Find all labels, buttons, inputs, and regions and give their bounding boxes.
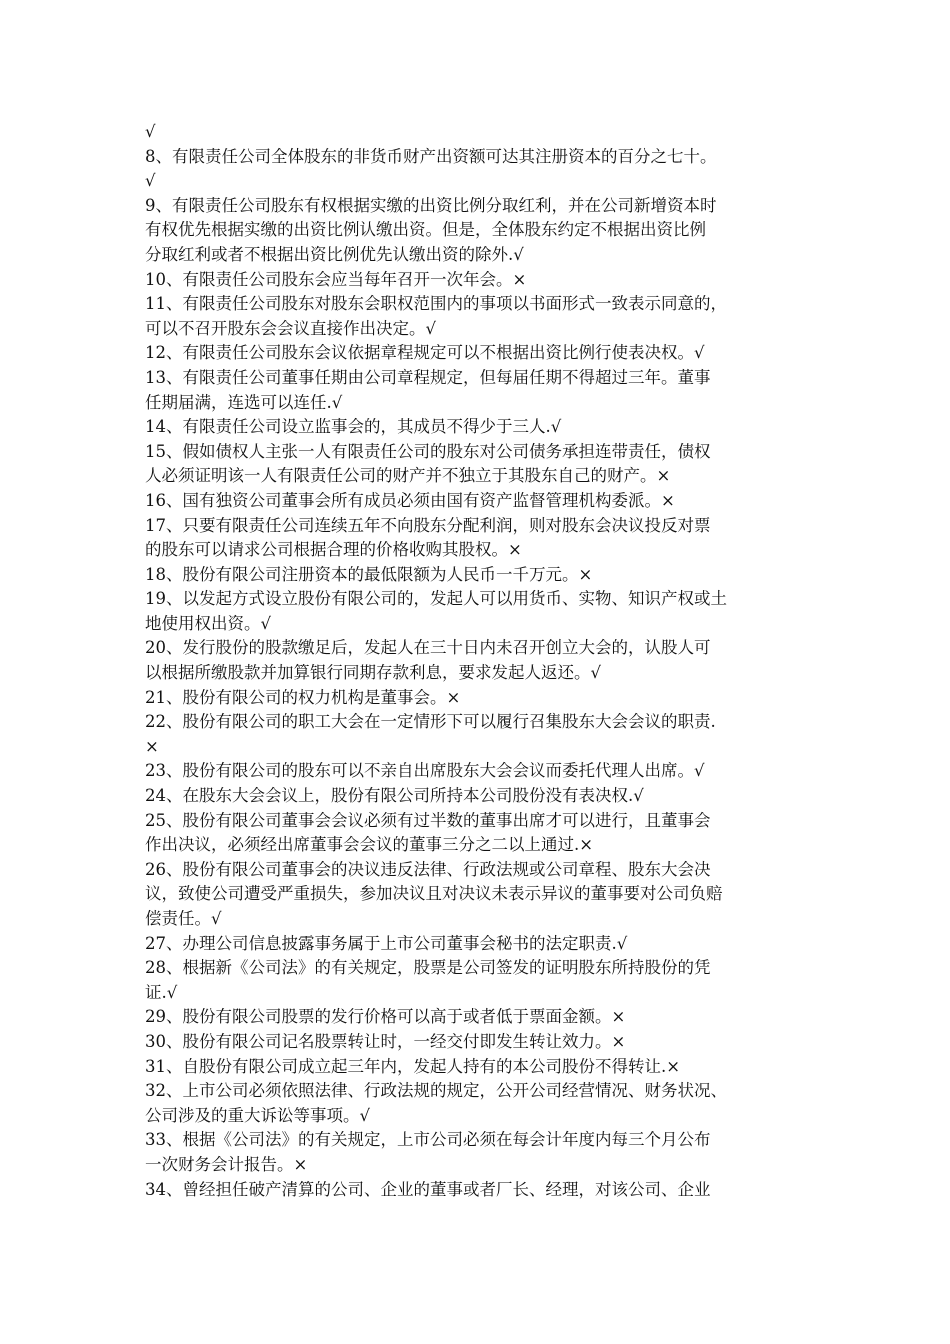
text-line: 34、曾经担任破产清算的公司、企业的董事或者厂长、经理，对该公司、企业 (145, 1179, 711, 1199)
text-line: 33、根据《公司法》的有关规定，上市公司必须在每会计年度内每三个月公布 (145, 1130, 711, 1150)
text-line: 19、以发起方式设立股份有限公司的，发起人可以用货币、实物、知识产权或土 (145, 589, 727, 609)
text-line: 16、国有独资公司董事会所有成员必须由国有资产监督管理机构委派。× (145, 490, 675, 510)
text-line: 作出决议，必须经出席董事会会议的董事三分之二以上通过.× (145, 835, 594, 855)
text-line: √ (145, 122, 156, 141)
text-line: √ (145, 171, 156, 191)
text-line: 30、股份有限公司记名股票转让时，一经交付即发生转让效力。× (145, 1031, 626, 1051)
text-line: 人必须证明该一人有限责任公司的财产并不独立于其股东自己的财产。× (145, 466, 671, 486)
text-line: 14、有限责任公司设立监事会的，其成员不得少于三人.√ (145, 417, 562, 437)
text-line: 31、自股份有限公司成立起三年内，发起人持有的本公司股份不得转让.× (145, 1056, 681, 1076)
text-line: 17、只要有限责任公司连续五年不向股东分配利润，则对股东会决议投反对票 (145, 515, 711, 535)
text-line: 23、股份有限公司的股东可以不亲自出席股东大会会议而委托代理人出席。√ (145, 761, 705, 781)
text-line: 15、假如债权人主张一人有限责任公司的股东对公司债务承担连带责任，债权 (145, 441, 711, 461)
text-line: 10、有限责任公司股东会应当每年召开一次年会。× (145, 269, 527, 289)
text-line: 26、股份有限公司董事会的决议违反法律、行政法规或公司章程、股东大会决 (145, 859, 711, 879)
text-line: 22、股份有限公司的职工大会在一定情形下可以履行召集股东大会会议的职责. (145, 712, 716, 732)
text-line: 18、股份有限公司注册资本的最低限额为人民币一千万元。× (145, 564, 593, 584)
text-line: 25、股份有限公司董事会会议必须有过半数的董事出席才可以进行，且董事会 (145, 810, 711, 830)
text-line: 证.√ (145, 982, 178, 1002)
question-list (145, 120, 817, 1202)
text-line: 21、股份有限公司的权力机构是董事会。× (145, 687, 461, 707)
text-line: 32、上市公司必须依照法律、行政法规的规定，公开公司经营情况、财务状况、 (145, 1081, 727, 1101)
text-line: 偿责任。√ (145, 909, 222, 928)
text-line: 13、有限责任公司董事任期由公司章程规定，但每届任期不得超过三年。董事 (145, 367, 711, 387)
text-line: 以根据所缴股款并加算银行同期存款利息，要求发起人返还。√ (145, 663, 602, 683)
text-line: 分取红利或者不根据出资比例优先认缴出资的除外.√ (145, 244, 524, 264)
text-line: 的股东可以请求公司根据合理的价格收购其股权。× (145, 540, 522, 560)
text-line: 有权优先根据实缴的出资比例认缴出资。但是，全体股东约定不根据出资比例 (145, 220, 706, 240)
text-line: 任期届满，连选可以连任.√ (145, 392, 343, 412)
text-line: 地使用权出资。√ (145, 613, 272, 633)
text-line: 24、在股东大会会议上，股份有限公司所持本公司股份没有表决权.√ (145, 786, 644, 806)
text-line: 8、有限责任公司全体股东的非货币财产出资额可达其注册资本的百分之七十。 (145, 146, 717, 166)
text-line: 20、发行股份的股款缴足后，发起人在三十日内未召开创立大会的，认股人可 (145, 638, 711, 658)
text-line: 27、办理公司信息披露事务属于上市公司董事会秘书的法定职责.√ (145, 933, 628, 953)
text-line: 一次财务会计报告。× (145, 1154, 308, 1174)
text-line: 28、根据新《公司法》的有关规定，股票是公司签发的证明股东所持股份的凭 (145, 958, 711, 978)
text-line: 9、有限责任公司股东有权根据实缴的出资比例分取红利，并在公司新增资本时 (145, 195, 717, 215)
text-line: 12、有限责任公司股东会议依据章程规定可以不根据出资比例行使表决权。√ (145, 343, 705, 363)
text-line: 公司涉及的重大诉讼等事项。√ (145, 1105, 371, 1125)
text-line: 可以不召开股东会会议直接作出决定。√ (145, 318, 437, 338)
text-line: 29、股份有限公司股票的发行价格可以高于或者低于票面金额。× (145, 1007, 626, 1027)
text-line: 议，致使公司遭受严重损失，参加决议且对决议未表示异议的董事要对公司负赔 (145, 884, 723, 904)
text-line: 11、有限责任公司股东对股东会职权范围内的事项以书面形式一致表示同意的， (145, 294, 727, 314)
text-line: × (145, 736, 159, 756)
